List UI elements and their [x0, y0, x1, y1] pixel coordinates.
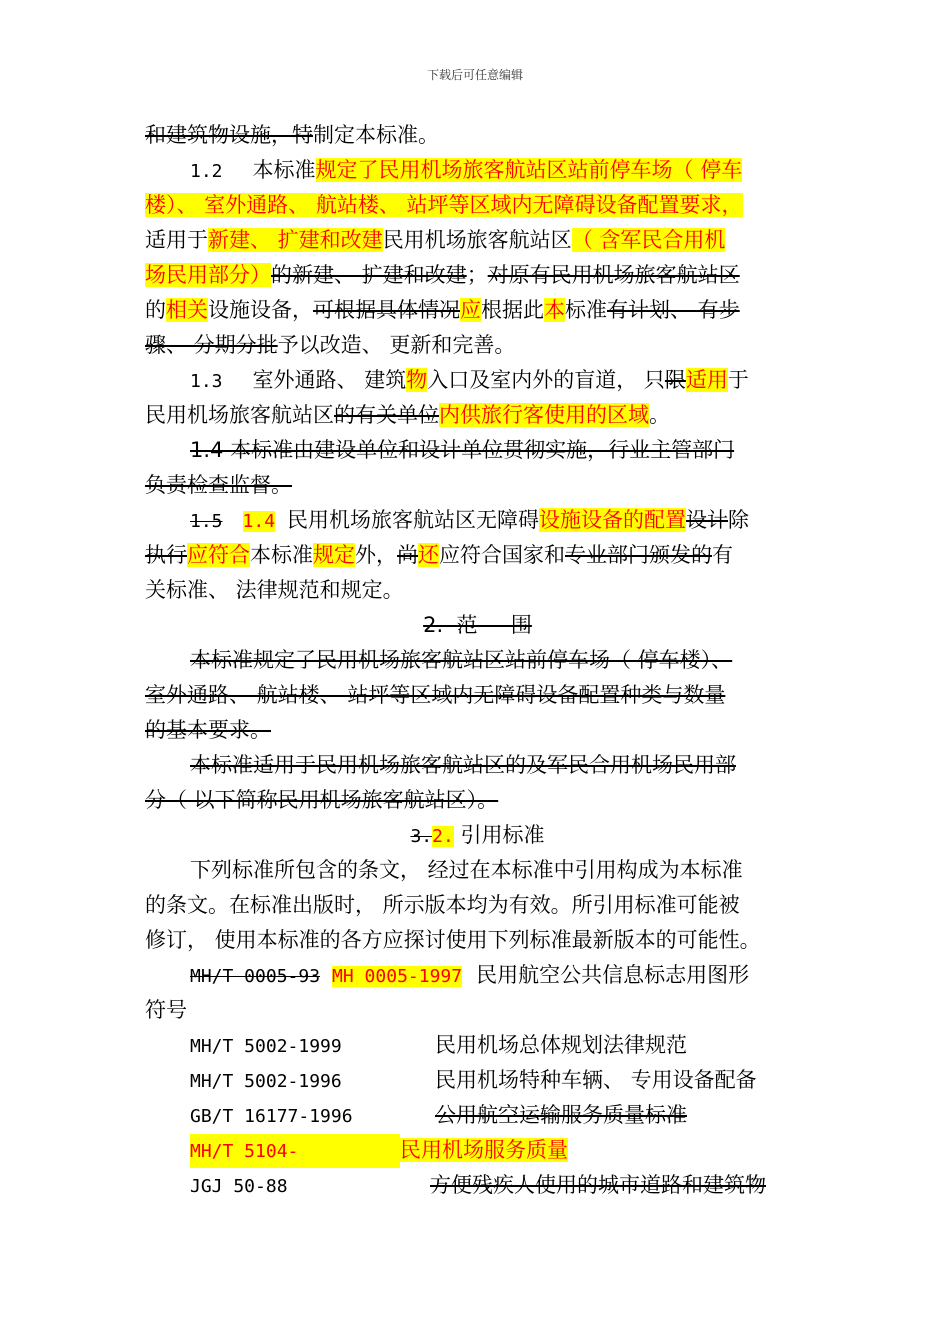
- reference-number: MH/T 5002-1999: [190, 1036, 342, 1057]
- body-text: 根据此: [481, 298, 544, 322]
- deleted-text: 设计: [686, 508, 729, 532]
- body-text: 于: [727, 368, 749, 392]
- reference-number: MH 0005-1997: [332, 966, 463, 987]
- clause-1-5: [145, 503, 810, 538]
- clause-number: 1.3: [190, 371, 223, 392]
- text-line: [145, 118, 810, 153]
- deleted-heading: 2. 范 围: [423, 613, 532, 637]
- deleted-section-number: 3.: [410, 826, 433, 847]
- body-text: 入口及室内外的盲道， 只: [427, 368, 665, 392]
- highlight-text: 规定了民用机场旅客航站区站前停车场（ 停车: [315, 158, 743, 182]
- highlight-text: 本: [544, 298, 565, 322]
- deleted-line: [145, 678, 810, 713]
- deleted-text: 负责检查监督。: [145, 473, 292, 497]
- body-text: 有: [712, 543, 733, 567]
- highlight-text: 应: [460, 298, 481, 322]
- reference-number: MH/T 5104-: [190, 1134, 400, 1168]
- reference-item: [145, 1098, 810, 1133]
- reference-item: [145, 1063, 810, 1098]
- deleted-reference-title: 方便残疾人使用的城市道路和建筑物: [430, 1173, 766, 1197]
- text-line: [145, 853, 810, 888]
- deleted-reference-number: MH/T 0005-93: [190, 966, 321, 987]
- deleted-line: [145, 748, 810, 783]
- body-text: 下列标准所包含的条文， 经过在本标准中引用构成为本标准: [190, 858, 743, 882]
- deleted-reference-number: GB/T 16177-1996: [190, 1106, 353, 1127]
- body-text: 适用于: [145, 228, 208, 252]
- deleted-text: 本标准适用于民用机场旅客航站区的及军民合用机场民用部: [190, 753, 736, 777]
- reference-number: MH/T 5002-1996: [190, 1071, 342, 1092]
- section-heading-references: [145, 818, 810, 853]
- deleted-clause-number: 1.5: [190, 511, 223, 532]
- body-text: 应符合国家和: [439, 543, 565, 567]
- body-text: 除: [728, 508, 750, 532]
- body-text: 设施设备，: [208, 298, 313, 322]
- text-line: [145, 258, 810, 293]
- highlight-text: 规定: [313, 543, 355, 567]
- body-text: 民用机场旅客航站区: [145, 403, 334, 427]
- body-text: 修订， 使用本标准的各方应探讨使用下列标准最新版本的可能性。: [145, 928, 761, 952]
- body-text: 的: [145, 298, 166, 322]
- document-body: [145, 118, 810, 1203]
- body-text: 民用机场旅客航站区无障碍: [287, 508, 540, 532]
- deleted-text: 可根据具体情况: [313, 298, 460, 322]
- reference-item: [145, 1168, 810, 1203]
- section-title: 引用标准: [453, 823, 545, 847]
- page-header: 下载后可任意编辑: [426, 68, 523, 82]
- deleted-text: 执行: [145, 543, 187, 567]
- deleted-line: [145, 468, 810, 503]
- body-text: 本标准: [252, 158, 316, 182]
- highlight-text: 还: [418, 543, 439, 567]
- deleted-clause-1-4: [145, 433, 810, 468]
- deleted-text: 的新建、 扩建和改建: [271, 263, 467, 287]
- body-text: 室外通路、 建筑: [252, 368, 407, 392]
- deleted-text: 1.4 本标准由建设单位和设计单位贯彻实施，行业主管部门: [190, 438, 735, 462]
- clause-1-2: [145, 153, 810, 188]
- reference-item: [145, 1028, 810, 1063]
- highlight-text: 新建、 扩建和改建: [208, 228, 383, 252]
- clause-number: 1.2: [190, 161, 223, 182]
- deleted-line: [145, 713, 810, 748]
- text-line: [145, 888, 810, 923]
- deleted-text: 的有关单位: [334, 403, 439, 427]
- deleted-line: [145, 783, 810, 818]
- reference-title: 民用机场特种车辆、 专用设备配备: [435, 1068, 757, 1092]
- reference-item: [145, 958, 810, 993]
- deleted-text: 和建筑物设施，特: [145, 123, 313, 147]
- deleted-text: 专业部门颁发的: [565, 543, 712, 567]
- body-text: ；: [466, 263, 488, 287]
- clause-1-3: [145, 363, 810, 398]
- body-text: 制定本标准。: [313, 123, 439, 147]
- highlight-text: （ 含军民合用机: [571, 228, 726, 252]
- deleted-line: [145, 643, 810, 678]
- text-line: [145, 573, 810, 608]
- body-text: 本标准: [250, 543, 313, 567]
- text-line: [145, 398, 810, 433]
- text-line: [145, 538, 810, 573]
- deleted-text: 有计划、 有步: [607, 298, 740, 322]
- highlight-text: 设施设备的配置: [539, 508, 687, 532]
- reference-title: 民用机场服务质量: [400, 1138, 568, 1162]
- highlight-text: 内供旅行客使用的区域: [439, 403, 649, 427]
- highlight-text: 相关: [166, 298, 208, 322]
- body-text: 民用机场旅客航站区: [382, 228, 572, 252]
- deleted-text: 室外通路、 航站楼、 站坪等区域内无障碍设备配置种类与数量: [145, 683, 726, 707]
- deleted-reference-title: 公用航空运输服务质量标准: [435, 1103, 687, 1127]
- highlight-text: 楼）、 室外通路、 航站楼、 站坪等区域内无障碍设备配置要求，: [145, 193, 743, 217]
- body-text: 外，: [355, 543, 397, 567]
- body-text: 。: [649, 403, 670, 427]
- deleted-reference-number: JGJ 50-88: [190, 1176, 288, 1197]
- deleted-text: 骤、 分期分批: [145, 333, 278, 357]
- section-heading-scope: [145, 608, 810, 643]
- deleted-text: 尚: [397, 543, 418, 567]
- text-line: [145, 223, 810, 258]
- text-line: [145, 293, 810, 328]
- section-number: 2.: [432, 826, 454, 847]
- body-text: 关标准、 法律规范和规定。: [145, 578, 404, 602]
- body-text: 予以改造、 更新和完善。: [277, 333, 516, 357]
- text-line: [145, 923, 810, 958]
- highlight-text: 物: [406, 368, 428, 392]
- clause-number: 1.4: [242, 511, 276, 532]
- deleted-text: 对原有民用机场旅客航站区: [487, 263, 740, 287]
- highlight-text: 应符合: [187, 543, 250, 567]
- text-line: [145, 328, 810, 363]
- deleted-text: 限: [664, 368, 686, 392]
- reference-title: 民用机场总体规划法律规范: [435, 1033, 687, 1057]
- highlight-text: 适用: [685, 368, 728, 392]
- deleted-text: 的基本要求。: [145, 718, 271, 742]
- deleted-text: 本标准规定了民用机场旅客航站区站前停车场（ 停车楼）、: [190, 648, 733, 672]
- text-line: [145, 188, 810, 223]
- text-line: [145, 993, 810, 1028]
- body-text: 标准: [565, 298, 607, 322]
- reference-title: 民用航空公共信息标志用图形: [476, 963, 750, 987]
- body-text: 的条文。在标准出版时， 所示版本均为有效。所引用标准可能被: [145, 893, 740, 917]
- highlight-text: 场民用部分）: [145, 263, 271, 287]
- reference-title: 符号: [145, 998, 187, 1022]
- deleted-text: 分（ 以下简称民用机场旅客航站区）。: [145, 788, 499, 812]
- reference-item: [145, 1133, 810, 1168]
